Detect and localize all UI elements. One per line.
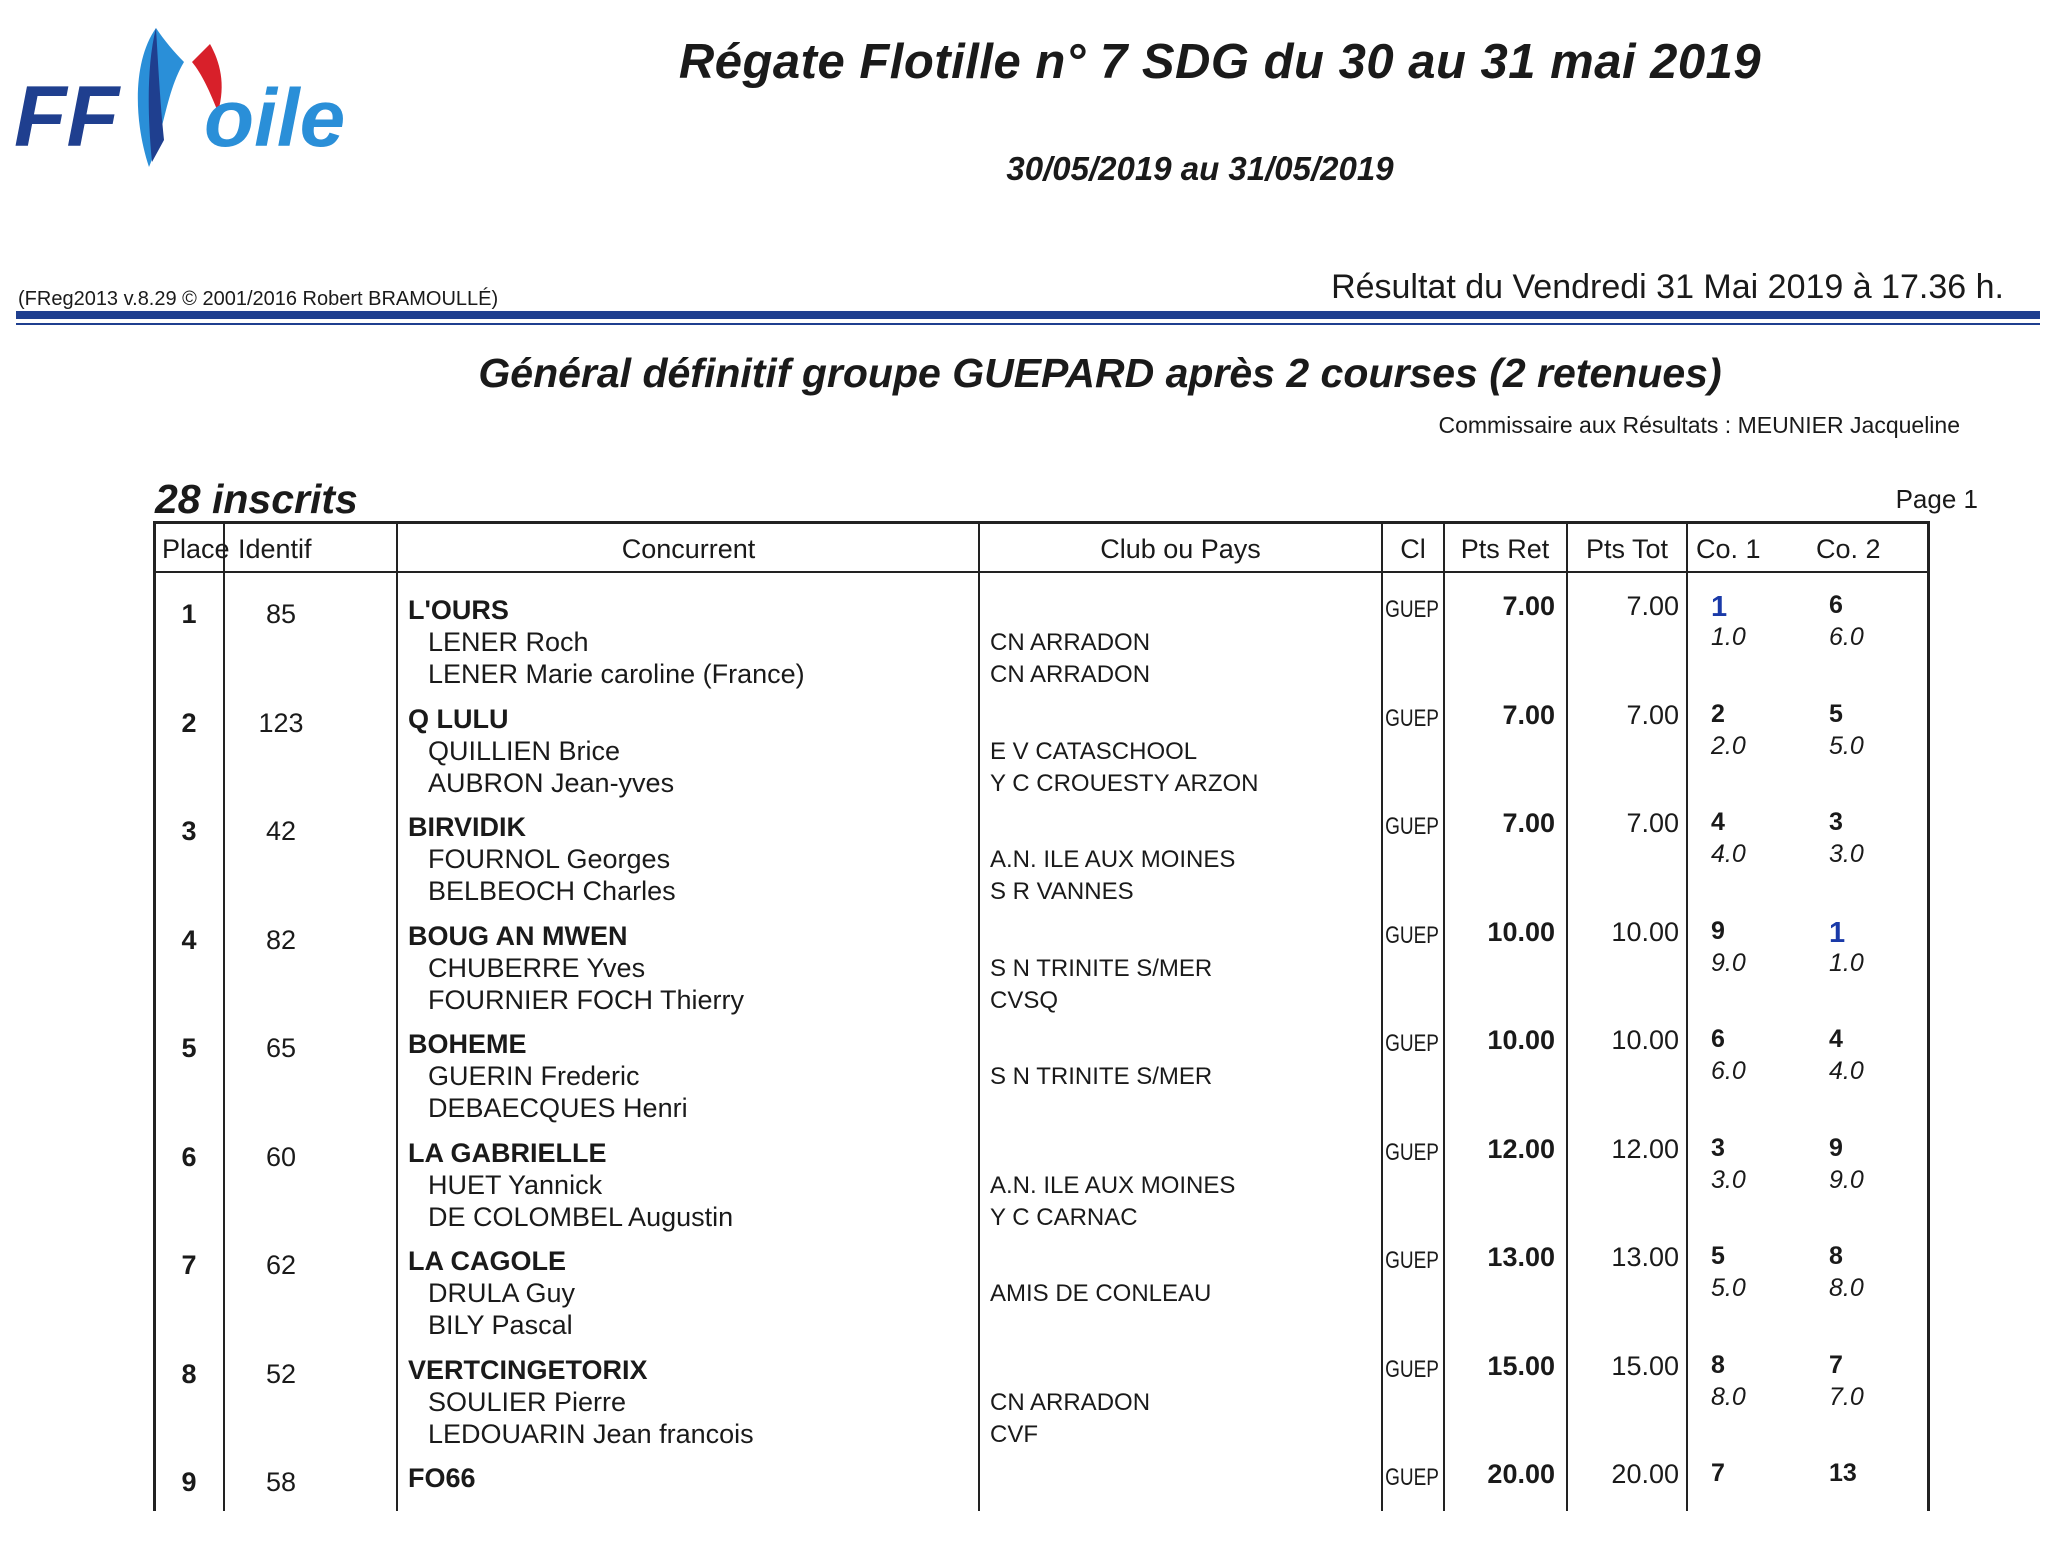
crew-member: LENER Marie caroline (France) — [428, 659, 805, 689]
race2-rank: 13 — [1829, 1459, 1857, 1487]
place-cell: 9 — [181, 1467, 197, 1497]
race2-points: 3.0 — [1829, 840, 1864, 868]
pts-tot-cell: 7.00 — [1626, 808, 1679, 838]
crew-member: DEBAECQUES Henri — [428, 1093, 688, 1123]
place-cell: 2 — [181, 707, 197, 738]
race1-points: 4.0 — [1711, 840, 1746, 868]
pts-ret-cell: 13.00 — [1487, 1242, 1555, 1272]
header-rule-thin — [16, 323, 2040, 325]
pts-ret-cell: 20.00 — [1487, 1459, 1555, 1489]
place-cell: 4 — [181, 924, 197, 955]
boat-name: BOHEME — [408, 1029, 527, 1059]
table-row — [156, 1240, 1927, 1348]
regatta-dates: 30/05/2019 au 31/05/2019 — [1006, 150, 1394, 187]
race1-rank: 8 — [1711, 1350, 1725, 1379]
place-cell: 1 — [181, 599, 197, 629]
logo-oile-text: oile — [204, 73, 346, 164]
crew-member: DE COLOMBEL Augustin — [428, 1201, 734, 1232]
identif-cell: 58 — [265, 1467, 297, 1497]
table-row — [156, 1349, 1927, 1457]
table-row — [156, 806, 1927, 914]
crew-member: QUILLIEN Brice — [428, 735, 621, 766]
table-row — [156, 1023, 1927, 1131]
race2-points: 6.0 — [1829, 623, 1864, 651]
club-name: Y C CARNAC — [990, 1203, 1138, 1231]
club-name: S N TRINITE S/MER — [990, 1063, 1213, 1090]
race1-rank: 6 — [1711, 1025, 1725, 1053]
class-cell: GUEP — [1385, 1248, 1439, 1275]
race1-points: 6.0 — [1711, 1057, 1746, 1085]
header-divider — [156, 571, 1927, 573]
club-name: CN ARRADON — [990, 661, 1151, 688]
place-cell: 8 — [181, 1358, 197, 1389]
logo-ff-text: FF — [14, 69, 120, 165]
race1-rank: 2 — [1711, 699, 1725, 728]
class-cell: GUEP — [1385, 922, 1439, 949]
header-co2: Co. 2 — [1816, 534, 1881, 564]
entrants-count: 28 inscrits — [155, 476, 358, 522]
crew-member: FOURNOL Georges — [428, 844, 671, 874]
race2-rank: 8 — [1829, 1242, 1843, 1270]
race2-rank: 5 — [1829, 699, 1843, 728]
results-table — [153, 521, 1930, 1511]
identif-cell: 52 — [265, 1358, 297, 1389]
boat-name: L'OURS — [408, 595, 509, 625]
crew-member: BILY Pascal — [428, 1310, 573, 1340]
club-name: CVSQ — [990, 986, 1059, 1014]
race2-points: 1.0 — [1829, 948, 1864, 977]
crew-member: AUBRON Jean-yves — [428, 767, 675, 798]
club-name: S N TRINITE S/MER — [990, 954, 1213, 982]
sail-blue-shape — [138, 28, 184, 167]
identif-cell: 85 — [265, 599, 297, 629]
identif-cell: 65 — [265, 1033, 297, 1063]
crew-member: LENER Roch — [428, 627, 589, 657]
race2-rank: 1 — [1829, 916, 1846, 949]
pts-tot-cell: 20.00 — [1611, 1459, 1679, 1489]
club-name: A.N. ILE AUX MOINES — [990, 1171, 1236, 1199]
table-row — [156, 1457, 1927, 1565]
crew-member: LEDOUARIN Jean francois — [428, 1418, 754, 1449]
pts-ret-cell: 7.00 — [1502, 699, 1555, 730]
boat-name: FO66 — [408, 1463, 476, 1493]
header-cl: Cl — [1400, 534, 1426, 564]
place-cell: 7 — [181, 1250, 197, 1280]
race1-rank: 5 — [1711, 1242, 1725, 1270]
class-cell: GUEP — [1385, 814, 1439, 841]
pts-ret-cell: 7.00 — [1502, 591, 1555, 621]
pts-ret-cell: 10.00 — [1487, 916, 1555, 947]
pts-ret-cell: 12.00 — [1487, 1133, 1555, 1164]
race2-points: 9.0 — [1829, 1165, 1864, 1194]
table-row — [156, 698, 1927, 806]
boat-name: VERTCINGETORIX — [408, 1354, 648, 1385]
header-pts-tot: Pts Tot — [1585, 534, 1669, 564]
pts-ret-cell: 15.00 — [1487, 1350, 1555, 1381]
table-row — [156, 589, 1927, 697]
class-cell: GUEP — [1385, 1031, 1439, 1058]
pts-tot-cell: 10.00 — [1611, 916, 1679, 947]
boat-name: BIRVIDIK — [408, 812, 527, 842]
identif-cell: 62 — [265, 1250, 297, 1280]
club-name: CN ARRADON — [990, 1388, 1151, 1416]
header-club: Club ou Pays — [1100, 534, 1261, 564]
race1-points: 2.0 — [1711, 731, 1746, 760]
software-credit: (FReg2013 v.8.29 © 2001/2016 Robert BRAMOULLÉ) — [18, 288, 499, 310]
race1-points: 3.0 — [1711, 1165, 1746, 1194]
pts-ret-cell: 7.00 — [1502, 808, 1555, 838]
header-co1: Co. 1 — [1696, 534, 1761, 564]
place-cell: 3 — [181, 816, 197, 846]
club-name: AMIS DE CONLEAU — [990, 1280, 1212, 1307]
race1-points: 9.0 — [1711, 948, 1746, 977]
race1-rank: 1 — [1711, 591, 1728, 623]
race1-rank: 3 — [1711, 1133, 1725, 1162]
race1-rank: 9 — [1711, 916, 1725, 945]
pts-tot-cell: 12.00 — [1611, 1133, 1679, 1164]
regatta-title: Régate Flotille n° 7 SDG du 30 au 31 mai 2019 — [678, 35, 1762, 89]
race2-rank: 7 — [1829, 1350, 1843, 1379]
race2-rank: 9 — [1829, 1133, 1843, 1162]
table-row — [156, 915, 1927, 1023]
identif-cell: 82 — [265, 924, 297, 955]
page-number: Page 1 — [1895, 484, 1978, 514]
race2-rank: 6 — [1829, 591, 1843, 619]
race2-points: 8.0 — [1829, 1274, 1864, 1302]
identif-cell: 42 — [265, 816, 297, 846]
boat-name: LA GABRIELLE — [408, 1137, 607, 1168]
race1-points: 8.0 — [1711, 1382, 1746, 1411]
race2-points: 4.0 — [1829, 1057, 1864, 1085]
pts-tot-cell: 15.00 — [1611, 1350, 1679, 1381]
place-cell: 5 — [181, 1033, 197, 1063]
table-row — [156, 1132, 1927, 1240]
header-pts-ret: Pts Ret — [1460, 534, 1550, 564]
header-identif: Identif — [238, 534, 312, 564]
club-name: S R VANNES — [990, 878, 1134, 905]
header-place: Place — [162, 534, 230, 564]
result-date: Résultat du Vendredi 31 Mai 2019 à 17.36 h. — [1331, 268, 2004, 306]
race2-points: 7.0 — [1829, 1382, 1864, 1411]
header-concurrent: Concurrent — [621, 534, 756, 564]
race2-rank: 3 — [1829, 808, 1843, 836]
crew-member: BELBEOCH Charles — [428, 876, 676, 906]
pts-ret-cell: 10.00 — [1487, 1025, 1555, 1055]
race1-rank: 4 — [1711, 808, 1725, 836]
header-rule-thick — [16, 311, 2040, 319]
boat-name: Q LULU — [408, 703, 509, 734]
ffvoile-logo-graphic — [14, 22, 374, 172]
class-cell: GUEP — [1385, 1465, 1439, 1492]
pts-tot-cell: 13.00 — [1611, 1242, 1679, 1272]
crew-member: DRULA Guy — [428, 1278, 576, 1308]
race2-points: 5.0 — [1829, 731, 1864, 760]
pts-tot-cell: 10.00 — [1611, 1025, 1679, 1055]
race2-rank: 4 — [1829, 1025, 1843, 1053]
crew-member: CHUBERRE Yves — [428, 952, 646, 983]
club-name: E V CATASCHOOL — [990, 737, 1198, 765]
crew-member: SOULIER Pierre — [428, 1386, 627, 1417]
crew-member: GUERIN Frederic — [428, 1061, 640, 1091]
club-name: CVF — [990, 1420, 1038, 1448]
race1-points: 1.0 — [1711, 623, 1746, 651]
ranking-title: Général définitif groupe GUEPARD après 2 courses (2 retenues) — [478, 350, 1722, 396]
race1-points: 5.0 — [1711, 1274, 1746, 1302]
class-cell: GUEP — [1385, 705, 1439, 732]
pts-tot-cell: 7.00 — [1626, 699, 1679, 730]
club-name: CN ARRADON — [990, 629, 1151, 656]
identif-cell: 60 — [265, 1141, 297, 1172]
ffvoile-logo — [14, 22, 374, 172]
crew-member: FOURNIER FOCH Thierry — [428, 984, 745, 1015]
boat-name: BOUG AN MWEN — [408, 920, 628, 951]
race1-rank: 7 — [1711, 1459, 1725, 1487]
place-cell: 6 — [181, 1141, 197, 1172]
commissaire: Commissaire aux Résultats : MEUNIER Jacqueline — [1438, 412, 1960, 438]
pts-tot-cell: 7.00 — [1626, 591, 1679, 621]
class-cell: GUEP — [1385, 1139, 1439, 1166]
identif-cell: 123 — [258, 707, 304, 738]
class-cell: GUEP — [1385, 1356, 1439, 1383]
boat-name: LA CAGOLE — [408, 1246, 566, 1276]
class-cell: GUEP — [1385, 597, 1439, 624]
club-name: A.N. ILE AUX MOINES — [990, 846, 1236, 873]
club-name: Y C CROUESTY ARZON — [990, 769, 1259, 797]
crew-member: HUET Yannick — [428, 1169, 603, 1200]
